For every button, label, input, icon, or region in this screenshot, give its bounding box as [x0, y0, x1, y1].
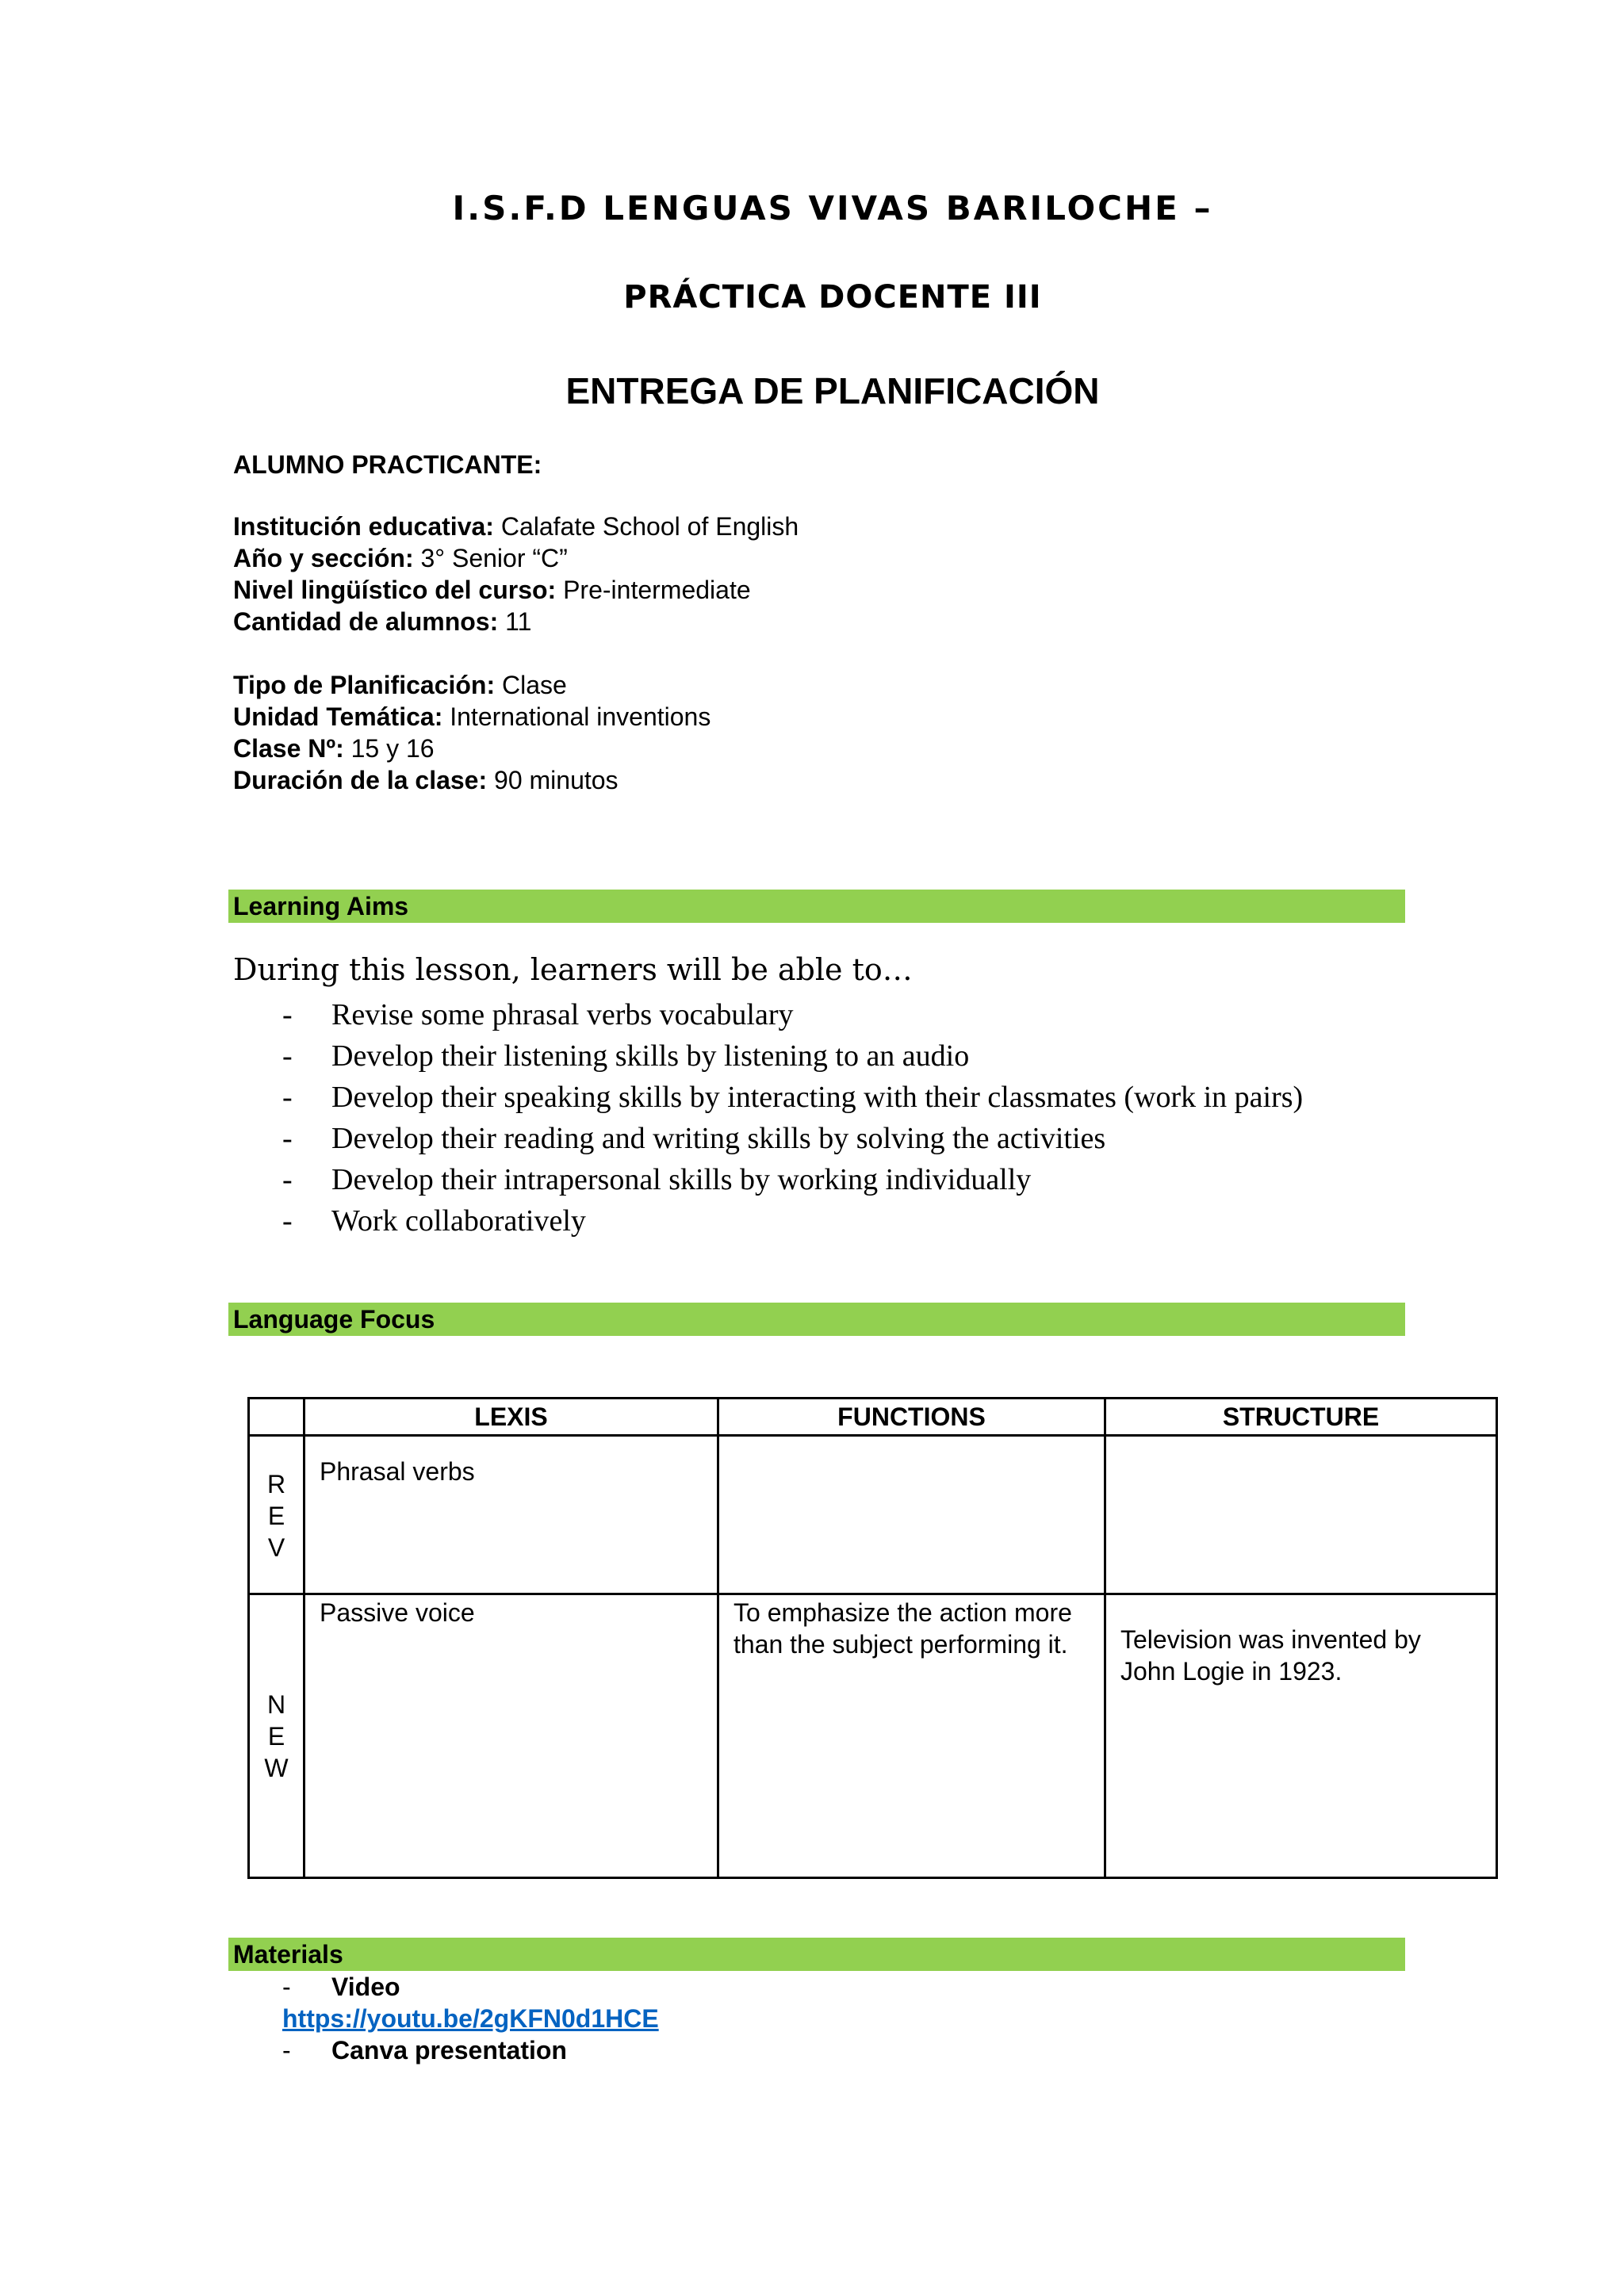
section-title: Learning Aims: [233, 892, 409, 920]
row-label-letter: W: [264, 1753, 289, 1782]
aim-text: Work collaboratively: [331, 1204, 586, 1238]
table-header-row: [249, 1399, 1497, 1436]
row-label-letter: R: [266, 1470, 286, 1498]
info-label: Nivel lingüístico del curso:: [233, 576, 557, 604]
info-row-unit: [233, 701, 710, 733]
student-label: ALUMNO PRACTICANTE:: [233, 450, 542, 479]
list-dash: -: [282, 1204, 293, 1238]
info-value: Clase: [502, 671, 567, 699]
row-label-letter: E: [267, 1502, 285, 1530]
column-header-structure: STRUCTURE: [1105, 1399, 1497, 1436]
section-bar-materials: [228, 1938, 1405, 1971]
cell-functions: [718, 1436, 1105, 1594]
aim-text: Revise some phrasal verbs vocabulary: [331, 998, 794, 1031]
table-corner-cell: [249, 1399, 304, 1436]
row-label-rev: [249, 1436, 304, 1594]
materials-item-video: [282, 1971, 758, 2003]
aim-text: Develop their speaking skills by interacting with their classmates (work in pairs): [331, 1081, 1304, 1114]
info-value: 15 y 16: [350, 734, 435, 763]
aim-text: Develop their intrapersonal skills by working individually: [331, 1163, 1032, 1196]
materials-video-link-row: [282, 2003, 659, 2034]
aims-intro: During this lesson, learners will be able to…: [233, 952, 913, 987]
material-label: Canva presentation: [331, 2036, 567, 2064]
info-value: International inventions: [450, 702, 711, 731]
list-dash: -: [282, 1122, 293, 1155]
list-dash: -: [282, 1039, 293, 1073]
info-label: Cantidad de alumnos:: [233, 607, 499, 636]
info-row-institution: [233, 511, 799, 542]
cell-lexis: Phrasal verbs: [304, 1436, 718, 1594]
table-row: [249, 1594, 1497, 1878]
info-value: 3° Senior “C”: [420, 544, 568, 572]
info-row-plan-type: [233, 669, 567, 701]
list-dash: -: [282, 1081, 293, 1114]
material-label: Video: [331, 1973, 400, 2001]
info-value: Calafate School of English: [500, 512, 799, 541]
info-row-level: [233, 574, 751, 606]
info-label: Unidad Temática:: [233, 702, 443, 731]
info-value: Pre-intermediate: [563, 576, 751, 604]
info-label: Tipo de Planificación:: [233, 671, 496, 699]
info-row-class-number: [233, 733, 435, 764]
table-row: [249, 1436, 1497, 1594]
materials-item-canva: [282, 2034, 758, 2066]
aim-text: Develop their listening skills by listening to an audio: [331, 1039, 970, 1073]
list-dash: -: [282, 1973, 291, 2001]
video-link[interactable]: https://youtu.be/2gKFN0d1HCE: [282, 2004, 659, 2033]
row-label-letter: E: [267, 1721, 285, 1751]
section-title: Materials: [233, 1940, 343, 1969]
info-row-students: [233, 606, 531, 637]
section-bar-language-focus: [228, 1303, 1405, 1336]
list-dash: -: [282, 1163, 293, 1196]
row-label-new: [249, 1594, 304, 1878]
column-header-lexis: LEXIS: [304, 1399, 718, 1436]
cell-structure: Television was invented by John Logie in 1923.: [1105, 1594, 1497, 1878]
header-institution: I.S.F.D LENGUAS VIVAS BARILOCHE –: [452, 189, 1213, 228]
header-document-title: ENTREGA DE PLANIFICACIÓN: [565, 370, 1100, 411]
row-label-letter: V: [267, 1533, 285, 1562]
cell-lexis: Passive voice: [304, 1594, 718, 1878]
column-header-functions: FUNCTIONS: [718, 1399, 1105, 1436]
aim-text: Develop their reading and writing skills by solving the activities: [331, 1122, 1106, 1155]
section-title: Language Focus: [233, 1305, 435, 1334]
cell-structure: [1105, 1436, 1497, 1594]
info-row-duration: [233, 764, 619, 796]
info-value: 11: [505, 607, 532, 636]
header-course: PRÁCTICA DOCENTE III: [623, 279, 1042, 316]
language-focus-table: [247, 1397, 1498, 1879]
list-dash: -: [282, 2036, 291, 2064]
info-row-year: [233, 542, 568, 574]
section-bar-learning-aims: [228, 890, 1405, 923]
info-label: Institución educativa:: [233, 512, 494, 541]
cell-functions: To emphasize the action more than the subject performing it.: [718, 1594, 1105, 1878]
list-dash: -: [282, 998, 293, 1031]
info-label: Duración de la clase:: [233, 766, 488, 794]
row-label-letter: N: [266, 1689, 286, 1719]
info-value: 90 minutos: [494, 766, 619, 794]
info-label: Año y sección:: [233, 544, 414, 572]
info-label: Clase Nº:: [233, 734, 344, 763]
